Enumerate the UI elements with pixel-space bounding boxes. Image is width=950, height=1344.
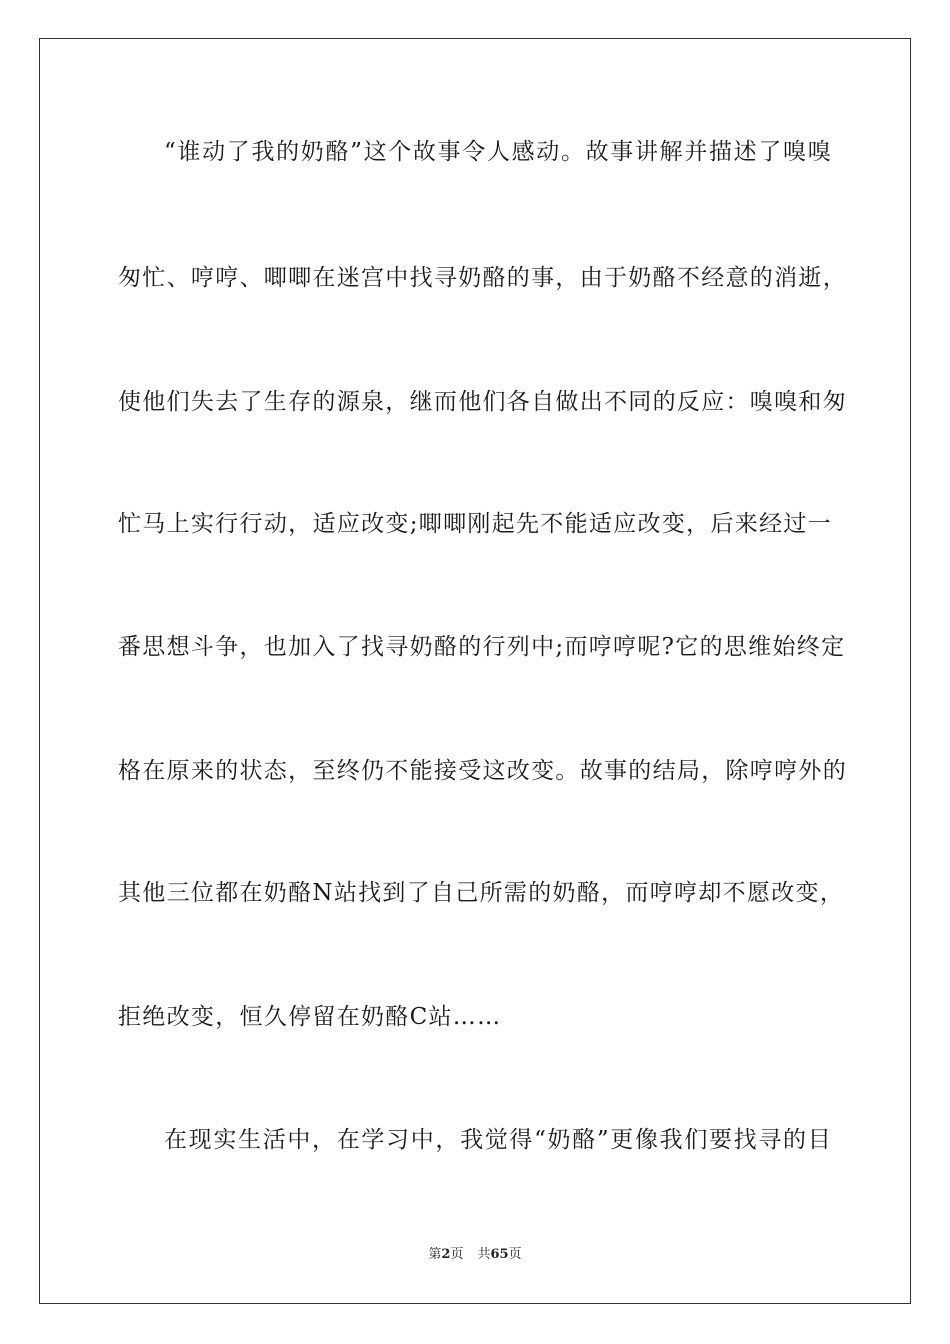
page-suffix: 页 [450,1247,464,1262]
total-prefix: 共 [477,1247,491,1262]
paragraph-1-line-3: 使他们失去了生存的源泉，继而他们各自做出不同的反应：嗅嗅和匆 [118,389,847,415]
paragraph-1-line-5: 番思想斗争，也加入了找寻奶酪的行列中;而哼哼呢?它的思维始终定 [118,634,846,660]
paragraph-1-line-1: “谁动了我的奶酪”这个故事令人感动。故事讲解并描述了嗅嗅 [164,139,832,165]
paragraph-2-line-1: 在现实生活中，在学习中，我觉得“奶酪”更像我们要找寻的目 [164,1127,832,1153]
page-prefix: 第 [428,1247,442,1262]
page-number: 2 [441,1247,451,1262]
page-border [39,38,911,1304]
paragraph-1-line-7: 其他三位都在奶酪N站找到了自己所需的奶酪，而哼哼却不愿改变， [118,880,845,906]
paragraph-1-line-4: 忙马上实行行动，适应改变;唧唧刚起先不能适应改变，后来经过一 [118,511,832,537]
paragraph-1-line-2: 匆忙、哼哼、唧唧在迷宫中找寻奶酪的事，由于奶酪不经意的消逝， [118,265,847,291]
total-suffix: 页 [508,1247,522,1262]
paragraph-1-line-6: 格在原来的状态，至终仍不能接受这改变。故事的结局，除哼哼外的 [118,758,847,784]
paragraph-1-line-8: 拒绝改变，恒久停留在奶酪C站…… [118,1004,502,1030]
total-pages: 65 [490,1247,509,1262]
page-footer [0,1247,950,1263]
